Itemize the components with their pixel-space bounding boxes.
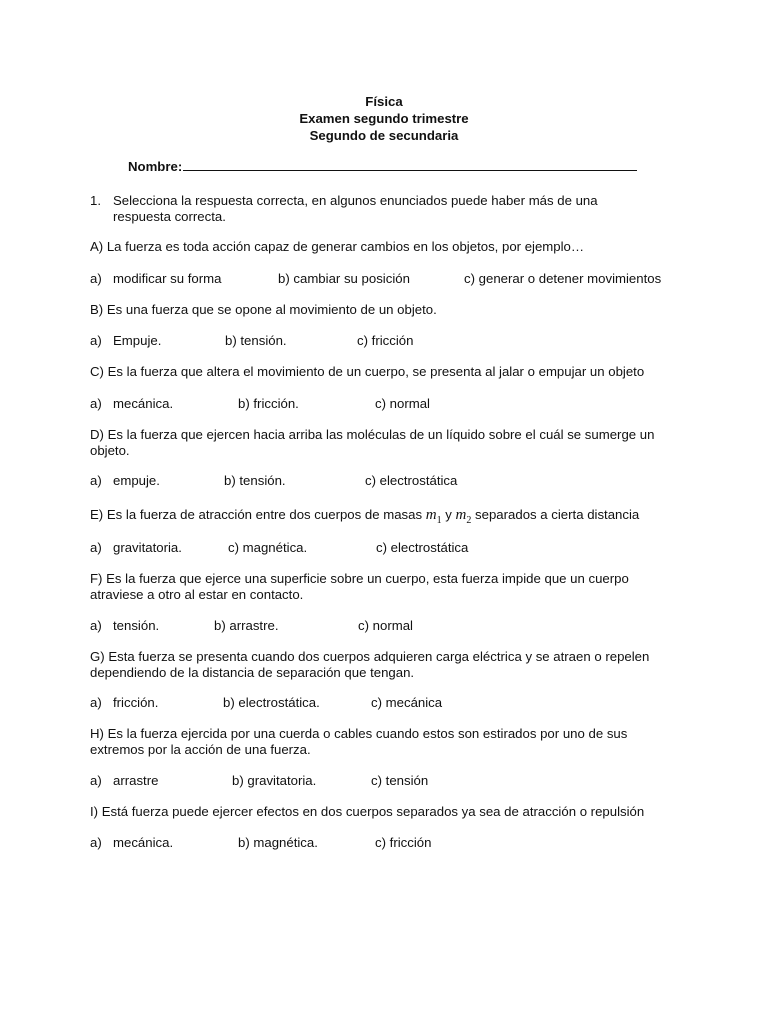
subject-title: Física	[365, 94, 403, 109]
option-letter: a)	[90, 473, 102, 488]
option-letter: a)	[90, 540, 102, 555]
option-b: b) magnética.	[238, 835, 318, 850]
mass-1: $m_1$	[425, 507, 442, 526]
question-e: E) Es la fuerza de atracción entre dos cuerpos de masas $m_1$ y $m_2$ separados a cierta distancia	[90, 507, 640, 526]
question-e-text: E) Es la fuerza de atracción entre dos cuerpos de masas	[90, 507, 423, 522]
option-c: c) normal	[375, 396, 430, 411]
instruction-number: 1.	[90, 193, 101, 208]
question-d: D) Es la fuerza que ejercen hacia arriba las moléculas de un líquido sobre el cuál se sumerge un objeto.	[90, 427, 655, 458]
grade-title: Segundo de secundaria	[309, 128, 459, 143]
option-a: gravitatoria.	[113, 540, 182, 555]
option-c: c) normal	[358, 618, 413, 633]
option-b: b) tensión.	[224, 473, 286, 488]
option-letter: a)	[90, 618, 102, 633]
options-b	[90, 333, 690, 351]
options-h	[90, 773, 690, 791]
option-c: c) mecánica	[371, 695, 443, 710]
option-a: tensión.	[113, 618, 160, 633]
mass-2: $m_2$	[455, 507, 472, 526]
option-c: c) electrostática	[376, 540, 469, 555]
question-f: F) Es la fuerza que ejerce una superficie sobre un cuerpo, esta fuerza impide que un cuerpo atraviese a otro al estar en contacto.	[90, 571, 629, 602]
options-c	[90, 396, 690, 414]
question-h: H) Es la fuerza ejercida por una cuerda o cables cuando estos son estirados por uno de sus extremos por la acción de una fuerza.	[90, 726, 628, 757]
option-b: b) cambiar su posición	[278, 271, 410, 286]
option-c: c) fricción	[357, 333, 414, 348]
option-letter: a)	[90, 333, 102, 348]
option-a: fricción.	[113, 695, 159, 710]
option-a: mecánica.	[113, 835, 174, 850]
name-field	[128, 158, 648, 174]
option-b: c) magnética.	[228, 540, 308, 555]
option-letter: a)	[90, 271, 102, 286]
option-b: b) electrostática.	[223, 695, 320, 710]
options-a	[90, 271, 690, 289]
question-b: B) Es una fuerza que se opone al movimiento de un objeto.	[90, 302, 437, 317]
options-i	[90, 835, 690, 853]
option-letter: a)	[90, 695, 102, 710]
instruction-text: Selecciona la respuesta correcta, en algunos enunciados puede haber más de una respuesta correcta.	[113, 193, 598, 224]
question-i: I) Está fuerza puede ejercer efectos en dos cuerpos separados ya sea de atracción o repulsión	[90, 804, 645, 819]
options-f	[90, 618, 690, 636]
option-b: b) arrastre.	[214, 618, 279, 633]
name-label: Nombre:	[128, 159, 183, 174]
question-c: C) Es la fuerza que altera el movimiento de un cuerpo, se presenta al jalar o empujar un objeto	[90, 364, 645, 379]
name-blank-line	[183, 158, 637, 171]
option-a: Empuje.	[113, 333, 162, 348]
question-a: A) La fuerza es toda acción capaz de generar cambios en los objetos, por ejemplo…	[90, 239, 585, 254]
option-b: b) fricción.	[238, 396, 299, 411]
option-a: empuje.	[113, 473, 160, 488]
option-c: c) fricción	[375, 835, 432, 850]
options-d	[90, 473, 690, 491]
option-letter: a)	[90, 773, 102, 788]
option-b: b) gravitatoria.	[232, 773, 317, 788]
options-e	[90, 540, 690, 558]
option-c: c) generar o detener movimientos	[464, 271, 662, 286]
option-b: b) tensión.	[225, 333, 287, 348]
option-c: c) electrostática	[365, 473, 458, 488]
question-g: G) Esta fuerza se presenta cuando dos cuerpos adquieren carga eléctrica y se atraen o repelen dependiendo de la distancia de separación que tengan.	[90, 649, 650, 680]
option-letter: a)	[90, 835, 102, 850]
option-letter: a)	[90, 396, 102, 411]
option-a: mecánica.	[113, 396, 174, 411]
exam-title: Examen segundo trimestre	[299, 111, 469, 126]
option-c: c) tensión	[371, 773, 429, 788]
options-g	[90, 695, 690, 713]
option-a: arrastre	[113, 773, 159, 788]
option-a: modificar su forma	[113, 271, 222, 286]
